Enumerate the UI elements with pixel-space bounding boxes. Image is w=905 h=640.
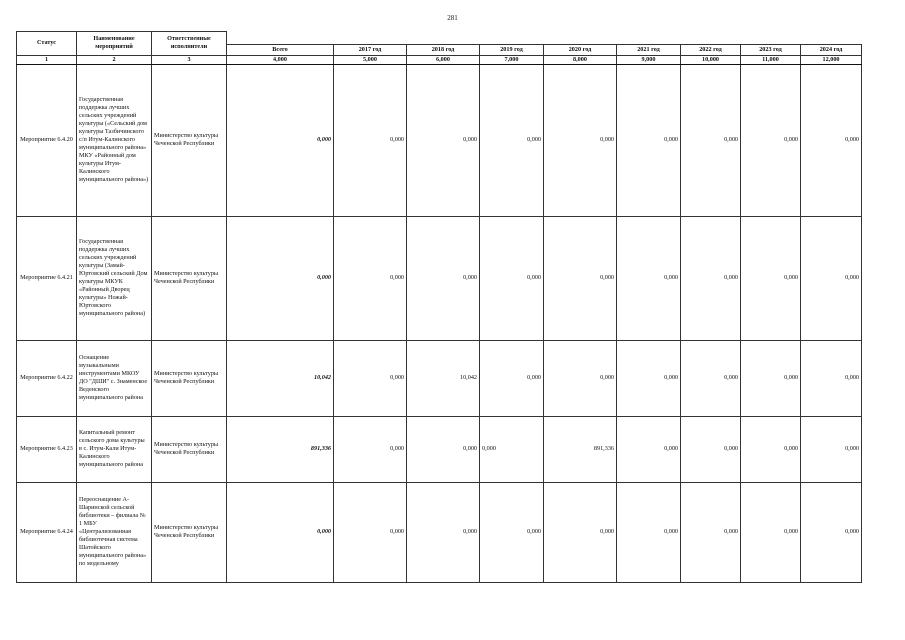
row-value: 0,000 bbox=[801, 416, 862, 482]
row-value: 0,000 bbox=[544, 64, 617, 216]
row-value: 0,000 bbox=[741, 482, 801, 582]
column-number: 12,000 bbox=[801, 55, 862, 64]
column-number: 11,000 bbox=[741, 55, 801, 64]
header-year-2024: 2024 год bbox=[801, 44, 862, 55]
column-number: 10,000 bbox=[681, 55, 741, 64]
table-row bbox=[17, 340, 862, 416]
header-year-2018: 2018 год bbox=[407, 44, 480, 55]
row-status: Мероприятие 6.4.24 bbox=[17, 482, 77, 582]
row-value: 0,000 bbox=[617, 340, 681, 416]
row-value: 0,000 bbox=[480, 482, 544, 582]
row-value: 0,000 bbox=[480, 64, 544, 216]
table-row bbox=[17, 416, 862, 482]
header-executors: Ответственные исполнители bbox=[152, 32, 227, 56]
row-value: 0,000 bbox=[801, 340, 862, 416]
column-number: 6,000 bbox=[407, 55, 480, 64]
row-value: 0,000 bbox=[741, 416, 801, 482]
row-status: Мероприятие 6.4.21 bbox=[17, 216, 77, 340]
header-year-2019: 2019 год bbox=[480, 44, 544, 55]
row-total: 0,000 bbox=[227, 216, 334, 340]
row-value: 0,000 bbox=[544, 216, 617, 340]
row-value: 891,336 bbox=[544, 416, 617, 482]
row-value: 0,000 bbox=[334, 482, 407, 582]
row-value: 0,000 bbox=[741, 340, 801, 416]
column-number: 9,000 bbox=[617, 55, 681, 64]
row-executor: Министерство культуры Чеченской Республики bbox=[152, 340, 227, 416]
column-number: 5,000 bbox=[334, 55, 407, 64]
table-row bbox=[17, 64, 862, 216]
row-name: Оснащение музыкальными инструментами МКОУ ДО "ДШИ" с. Знаменское Веденского муниципального района bbox=[77, 340, 152, 416]
row-value: 0,000 bbox=[617, 416, 681, 482]
header-spacer bbox=[227, 32, 862, 45]
row-value: 0,000 bbox=[741, 64, 801, 216]
row-value: 0,000 bbox=[741, 216, 801, 340]
column-number: 1 bbox=[17, 55, 77, 64]
row-value: 0,000 bbox=[407, 416, 480, 482]
row-value: 0,000 bbox=[544, 340, 617, 416]
row-name: Государственная поддержка лучших сельских учреждений культуры («Сельский дом культуры Тазбичинского с/п Итум-Калинского муниципального района» МКУ «Районный дом культуры Итум-Калинского муниципального района») bbox=[77, 64, 152, 216]
row-value: 0,000 bbox=[617, 216, 681, 340]
row-value: 0,000 bbox=[681, 482, 741, 582]
header-year-2023: 2023 год bbox=[741, 44, 801, 55]
row-executor: Министерство культуры Чеченской Республики bbox=[152, 482, 227, 582]
row-value: 0,000 bbox=[407, 482, 480, 582]
row-value: 0,000 bbox=[681, 340, 741, 416]
row-value: 0,000 bbox=[681, 216, 741, 340]
column-number: 4,000 bbox=[227, 55, 334, 64]
row-name: Капитальный ремонт сельского дома культуры в с. Итум-Кали Итум-Калинского муниципального района bbox=[77, 416, 152, 482]
table-row bbox=[17, 482, 862, 582]
row-value: 0,000 bbox=[801, 64, 862, 216]
row-value: 0,000 bbox=[334, 340, 407, 416]
header-year-2022: 2022 год bbox=[681, 44, 741, 55]
row-executor: Министерство культуры Чеченской Республики bbox=[152, 64, 227, 216]
row-total: 0,000 bbox=[227, 482, 334, 582]
row-name: Переоснащение А-Шаринской сельской библиотеки – филиала № 1 МБУ «Централизованная библиотечная система Шатойского муниципального района» по модельному bbox=[77, 482, 152, 582]
row-value: 0,000 bbox=[480, 416, 544, 482]
row-value: 0,000 bbox=[801, 216, 862, 340]
header-total: Всего bbox=[227, 44, 334, 55]
header-row-top bbox=[17, 32, 862, 45]
row-value: 0,000 bbox=[681, 64, 741, 216]
row-value: 0,000 bbox=[617, 64, 681, 216]
row-value: 0,000 bbox=[681, 416, 741, 482]
row-value: 0,000 bbox=[407, 216, 480, 340]
row-status: Мероприятие 6.4.20 bbox=[17, 64, 77, 216]
row-executor: Министерство культуры Чеченской Республики bbox=[152, 416, 227, 482]
row-value: 0,000 bbox=[334, 64, 407, 216]
row-value: 0,000 bbox=[334, 216, 407, 340]
row-value: 0,000 bbox=[480, 340, 544, 416]
column-number-row bbox=[17, 55, 862, 64]
row-executor: Министерство культуры Чеченской Республики bbox=[152, 216, 227, 340]
row-total: 0,000 bbox=[227, 64, 334, 216]
header-status: Статус bbox=[17, 32, 77, 56]
header-year-2020: 2020 год bbox=[544, 44, 617, 55]
row-value: 0,000 bbox=[334, 416, 407, 482]
row-status: Мероприятие 6.4.22 bbox=[17, 340, 77, 416]
row-value: 0,000 bbox=[407, 64, 480, 216]
column-number: 2 bbox=[77, 55, 152, 64]
budget-table bbox=[16, 31, 862, 583]
column-number: 3 bbox=[152, 55, 227, 64]
row-value: 0,000 bbox=[801, 482, 862, 582]
row-total: 891,336 bbox=[227, 416, 334, 482]
row-value: 0,000 bbox=[544, 482, 617, 582]
row-name: Государственная поддержка лучших сельских учреждений культуры (Замай-Юртовский сельский Дом культуры МКУК «Районный Дворец культуры» Ножай-Юртовского муниципального района) bbox=[77, 216, 152, 340]
row-value: 10,042 bbox=[407, 340, 480, 416]
row-total: 10,042 bbox=[227, 340, 334, 416]
table-row bbox=[17, 216, 862, 340]
page-number: 281 bbox=[447, 14, 458, 22]
column-number: 7,000 bbox=[480, 55, 544, 64]
header-name: Наименование мероприятий bbox=[77, 32, 152, 56]
row-status: Мероприятие 6.4.23 bbox=[17, 416, 77, 482]
header-year-2017: 2017 год bbox=[334, 44, 407, 55]
row-value: 0,000 bbox=[617, 482, 681, 582]
header-year-2021: 2021 год bbox=[617, 44, 681, 55]
column-number: 8,000 bbox=[544, 55, 617, 64]
row-value: 0,000 bbox=[480, 216, 544, 340]
